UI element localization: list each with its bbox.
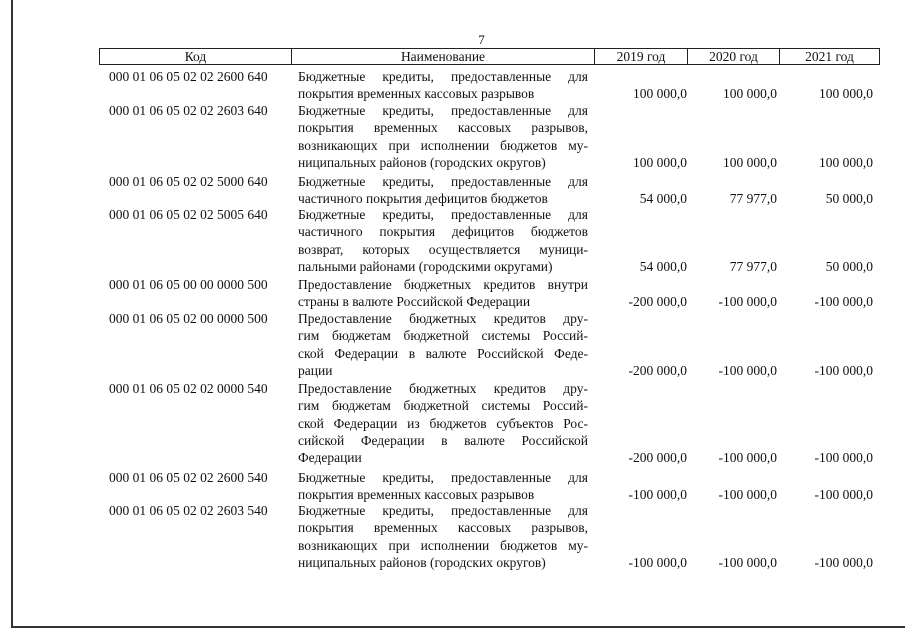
value-2021: 50 000,0 <box>825 258 873 274</box>
row-name-line: Бюджетные кредиты, предоставленные для <box>298 174 588 189</box>
row-name <box>298 310 588 379</box>
value-2019: -200 000,0 <box>628 450 687 466</box>
value-2019: -200 000,0 <box>628 294 687 310</box>
row-name <box>298 502 588 571</box>
table-row <box>0 502 905 571</box>
row-name-line: гим бюджетам бюджетной системы Россий- <box>298 328 588 344</box>
row-name-line: частичного покрытия дефицитов бюджетов <box>298 191 548 207</box>
row-name-line: возникающих при исполнении бюджетов му- <box>298 537 588 553</box>
row-code: 000 01 06 05 02 02 2600 640 <box>109 69 268 84</box>
value-2020: -100 000,0 <box>718 487 777 503</box>
value-2019: 54 000,0 <box>639 191 687 207</box>
row-name-line: Бюджетные кредиты, предоставленные для <box>298 69 588 84</box>
value-2021: -100 000,0 <box>814 554 873 570</box>
row-name <box>298 68 588 103</box>
value-2020: -100 000,0 <box>718 450 777 466</box>
value-2020: 100 000,0 <box>723 86 777 102</box>
row-name-line: Бюджетные кредиты, предоставленные для <box>298 470 588 485</box>
row-name-line: Бюджетные кредиты, предоставленные для <box>298 503 588 518</box>
scan-edge-bottom <box>11 626 905 628</box>
table-row <box>0 68 905 103</box>
column-header-2019: 2019 год <box>595 48 688 65</box>
column-header-name: Наименование <box>292 48 595 65</box>
value-2019: 100 000,0 <box>633 86 687 102</box>
row-name-line: покрытия временных кассовых разрывов <box>298 487 535 503</box>
row-code: 000 01 06 05 02 02 5000 640 <box>109 174 268 189</box>
row-name-line: ниципальных районов (городских округов) <box>298 154 546 170</box>
value-2020: -100 000,0 <box>718 554 777 570</box>
column-header-2020: 2020 год <box>688 48 780 65</box>
row-name-line: ниципальных районов (городских округов) <box>298 554 546 570</box>
row-name-line: ской Федерации из бюджетов субъектов Рос- <box>298 415 588 431</box>
row-code: 000 01 06 05 02 02 5005 640 <box>109 207 268 222</box>
row-code: 000 01 06 05 02 02 2603 540 <box>109 503 268 518</box>
row-name-line: Предоставление бюджетных кредитов дру- <box>298 381 588 396</box>
row-name-line: гим бюджетам бюджетной системы Россий- <box>298 398 588 414</box>
value-2019: -100 000,0 <box>628 554 687 570</box>
value-2019: 100 000,0 <box>633 154 687 170</box>
row-name-line: Предоставление бюджетных кредитов внутри <box>298 277 588 292</box>
row-name <box>298 469 588 504</box>
value-2021: -100 000,0 <box>814 362 873 378</box>
page-number: 7 <box>478 32 485 47</box>
row-code: 000 01 06 05 02 02 0000 540 <box>109 381 268 396</box>
table-row <box>0 310 905 379</box>
row-name-line: Федерации <box>298 450 362 466</box>
table-row <box>0 469 905 504</box>
value-2020: -100 000,0 <box>718 294 777 310</box>
value-2021: -100 000,0 <box>814 450 873 466</box>
row-name-line: Бюджетные кредиты, предоставленные для <box>298 207 588 222</box>
value-2019: 54 000,0 <box>639 258 687 274</box>
value-2019: -100 000,0 <box>628 487 687 503</box>
value-2019: -200 000,0 <box>628 362 687 378</box>
value-2020: 100 000,0 <box>723 154 777 170</box>
row-name-line: возникающих при исполнении бюджетов му- <box>298 137 588 153</box>
value-2021: 50 000,0 <box>825 191 873 207</box>
scan-edge-left <box>11 0 13 626</box>
row-code: 000 01 06 05 02 02 2603 640 <box>109 103 268 118</box>
row-code: 000 01 06 05 00 00 0000 500 <box>109 277 268 292</box>
row-name-line: покрытия временных кассовых разрывов, <box>298 520 588 536</box>
row-name-line: частичного покрытия дефицитов бюджетов <box>298 224 588 240</box>
row-name-line: пальными районами (городскими округами) <box>298 258 553 274</box>
row-name <box>298 102 588 171</box>
row-name-line: сийской Федерации в валюте Российской <box>298 432 588 448</box>
table-row <box>0 380 905 467</box>
row-name-line: Предоставление бюджетных кредитов дру- <box>298 311 588 326</box>
value-2021: 100 000,0 <box>819 86 873 102</box>
row-code: 000 01 06 05 02 00 0000 500 <box>109 311 268 326</box>
row-name-line: ской Федерации в валюте Российской Феде- <box>298 345 588 361</box>
value-2021: 100 000,0 <box>819 154 873 170</box>
value-2020: 77 977,0 <box>729 191 777 207</box>
table-row <box>0 206 905 275</box>
value-2020: -100 000,0 <box>718 362 777 378</box>
row-name-line: покрытия временных кассовых разрывов, <box>298 120 588 136</box>
column-header-2021: 2021 год <box>780 48 880 65</box>
column-header-code: Код <box>99 48 292 65</box>
row-name-line: покрытия временных кассовых разрывов <box>298 86 535 102</box>
value-2020: 77 977,0 <box>729 258 777 274</box>
row-name-line: возврат, которых осуществляется муници- <box>298 241 588 257</box>
row-name <box>298 380 588 466</box>
row-name-line: Бюджетные кредиты, предоставленные для <box>298 103 588 118</box>
row-name-line: страны в валюте Российской Федерации <box>298 294 531 310</box>
row-name <box>298 276 588 311</box>
value-2021: -100 000,0 <box>814 487 873 503</box>
row-name <box>298 173 588 208</box>
row-code: 000 01 06 05 02 02 2600 540 <box>109 470 268 485</box>
table-row <box>0 173 905 208</box>
table-row <box>0 102 905 171</box>
value-2021: -100 000,0 <box>814 294 873 310</box>
row-name-line: рации <box>298 362 333 378</box>
row-name <box>298 206 588 275</box>
table-row <box>0 276 905 311</box>
